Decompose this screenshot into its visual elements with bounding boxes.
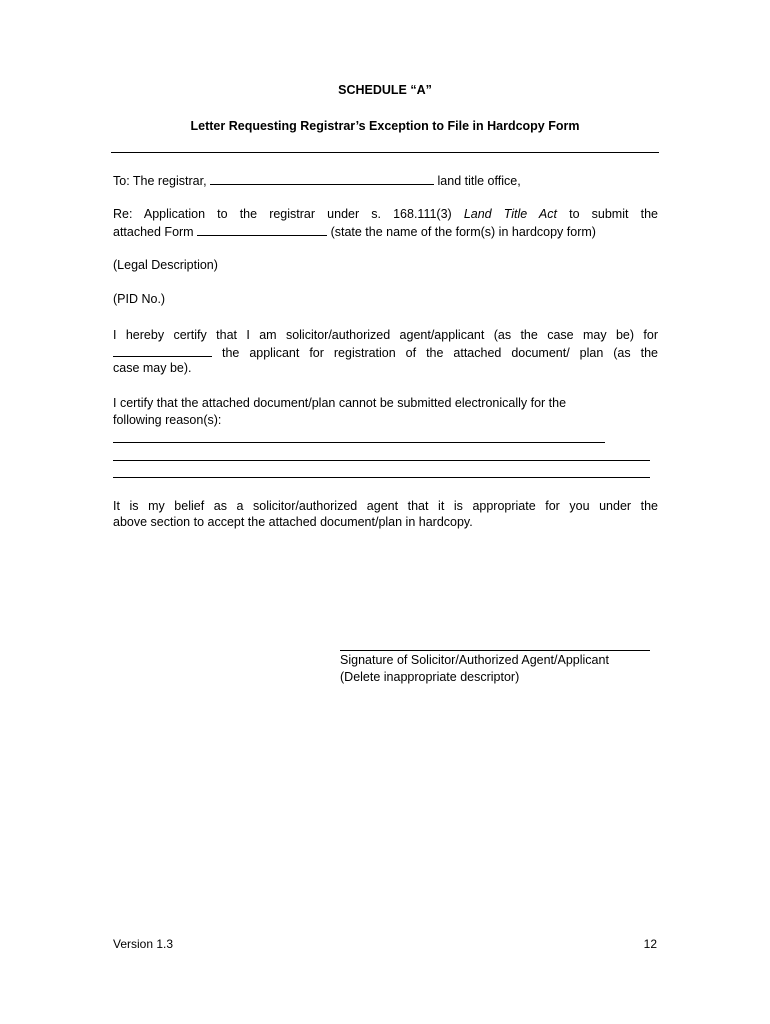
signature-note: (Delete inappropriate descriptor) (340, 670, 520, 684)
form-name-blank[interactable] (197, 223, 327, 236)
signature-label: Signature of Solicitor/Authorized Agent/Applicant (340, 653, 609, 667)
certify1-line1: I hereby certify that I am solicitor/authorized agent/applicant (as the case may be) for (113, 328, 658, 342)
act-name: Land Title Act (463, 207, 557, 221)
certify2-line2: following reason(s): (113, 413, 222, 427)
page-title: Letter Requesting Registrar’s Exception to File in Hardcopy Form (190, 119, 580, 133)
schedule-heading: SCHEDULE “A” (338, 83, 432, 97)
certify2-line1: I certify that the attached document/plan cannot be submitted electronically for the (113, 396, 567, 410)
reason-line-2[interactable] (113, 460, 650, 461)
pid-number: (PID No.) (113, 292, 166, 306)
re-line-1 (113, 206, 658, 223)
signature-line[interactable] (340, 650, 650, 651)
reason-line-3[interactable] (113, 477, 650, 478)
footer-version: Version 1.3 (113, 937, 174, 951)
belief-line2: above section to accept the attached document/plan in hardcopy. (113, 515, 473, 529)
re-part2: to submit the (569, 207, 658, 221)
re-part1: Re: Application to the registrar under s. 168.111(3) (113, 207, 452, 221)
applicant-blank[interactable] (113, 344, 212, 357)
certify1-line2 (113, 344, 658, 362)
to-prefix: To: The registrar, (113, 174, 207, 188)
reason-line-1[interactable] (113, 442, 605, 443)
to-suffix: land title office, (437, 174, 521, 188)
belief-line1: It is my belief as a solicitor/authorized agent that it is appropriate for you under the (113, 499, 658, 513)
to-line (113, 172, 521, 188)
legal-description: (Legal Description) (113, 258, 218, 272)
footer-page-number: 12 (643, 937, 657, 951)
registrar-blank[interactable] (210, 172, 434, 185)
certify1-line3: case may be). (113, 361, 192, 375)
title-divider (111, 152, 659, 153)
re-line2-prefix: attached Form (113, 225, 194, 239)
re-line-2 (113, 223, 596, 239)
re-line2-suffix: (state the name of the form(s) in hardcopy form) (330, 225, 596, 239)
certify1-line2-text: the applicant for registration of the attached document/ plan (as the (221, 346, 658, 360)
